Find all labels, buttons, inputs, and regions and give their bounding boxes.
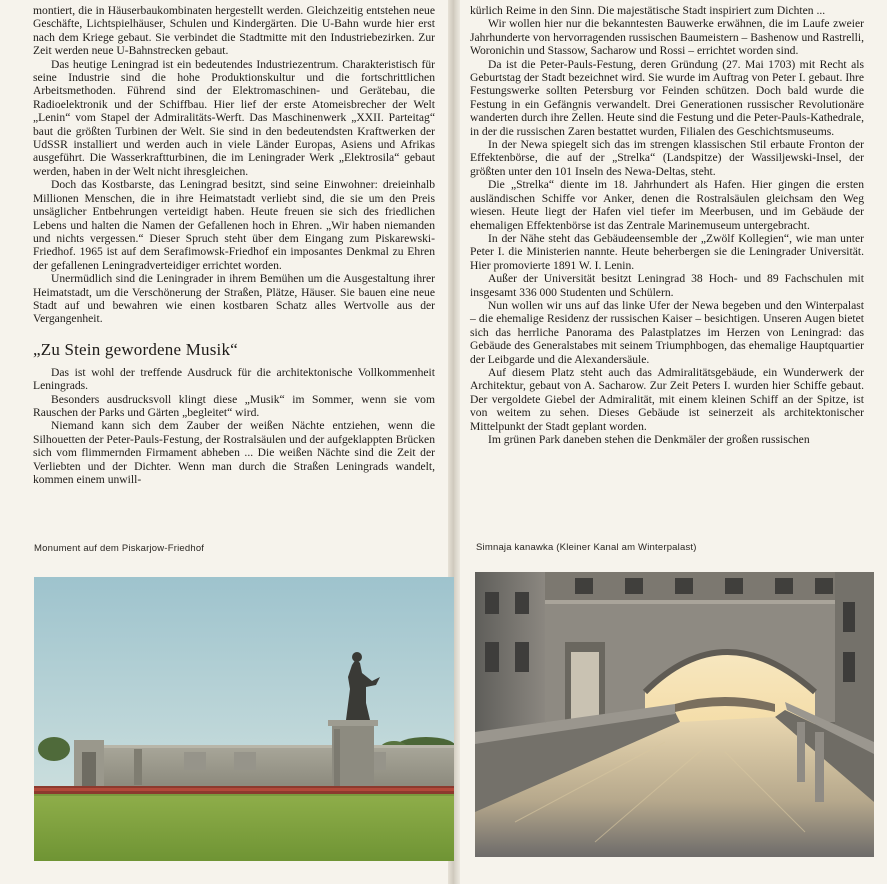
monument-photo [34,577,454,861]
photo-caption-canal: Simnaja kanawka (Kleiner Kanal am Winterpalast) [476,542,697,553]
left-paragraph-2: Das heutige Leningrad ist ein bedeutendes Industriezentrum. Charakteristisch für seine Industrie sind die hohe Produktionskultur und die fortschrittlichen Arbeitsmethoden. Führend sind der Elektromaschinen- und Gerätebau, die Radioelektronik und der Schiffbau. Hier lief der erste Atomeisbrecher der Welt „Lenin“ vom Stapel der Admiralitäts-Werft. Das Maschinenwerk „XXII. Parteitag“ baut die größten Turbinen der Welt. Sie sind in den bedeutendsten Kraftwerken der UdSSR installiert und werden auch in viele Länder Europas, Asiens und Afrikas ausgeführt. Die Wasserkraftturbinen, die im Leningrader Werk „Elektrosila“ gebaut werden, haben in der Welt nicht ihresgleichen. [33,57,435,178]
left-paragraph-4: Unermüdlich sind die Leningrader in ihrem Bemühen um die Ausgestaltung ihrer Heimatstadt, um die Verschönerung der Straßen, Plätze, Häuser. Sie bauen eine neue Stadt auf und bewahren wie einen kostbaren Schatz alles Wertvolle aus der Vergangenheit. [33,272,435,326]
left-paragraph-1: montiert, die in Häuserbaukombinaten hergestellt werden. Gleichzeitig entstehen neue Geschäfte, Lichtspielhäuser, Schulen und Kindergärten. Die U-Bahn wurde hier erst nach dem Kriege gebaut. Sie verbindet die Stadtmitte mit den Industriebezirken. Zur Zeit werden neue U-Bahnstrecken gebaut. [33,4,435,58]
right-text-column [470,4,864,446]
left-text-column [33,4,435,486]
left-paragraph-3: Doch das Kostbarste, das Leningrad besitzt, sind seine Einwohner: dreieinhalb Millionen Menschen, die in ihre Heimatstadt verliebt sind, die sie um den Preis unsäglicher Entbehrungen verteidigt haben. Heute freuen sie sich des friedlichen Lebens und halten die Namen der Gefallenen hoch in Ehren. „Wir haben niemanden und nichts vergessen.“ Dieser Spruch steht über dem Eingang zum Piskarewski-Friedhof. 1965 ist auf dem Serafimowsk-Friedhof ein imposantes Denkmal zu Ehren der gefallenen Leningradverteidiger errichtet worden. [33,178,435,272]
left-paragraph-6: Besonders ausdrucksvoll klingt diese „Musik“ im Sommer, wenn sie vom Rauschen der Parks und Gärten „begleitet“ wird. [33,392,435,419]
right-paragraph-1: kürlich Reime in den Sinn. Die majestätische Stadt inspiriert zum Dichten ... [470,4,826,17]
left-paragraph-5: Das ist wohl der treffende Ausdruck für die architektonische Vollkommenheit Leningrads. [33,365,435,393]
right-paragraph-6: In der Nähe steht das Gebäudeensemble der „Zwölf Kollegien“, wie man unter Peter I. die Ministerien nannte. Heute beherbergen sie die Leningrader Universität. Hier promovierte 1891 W. I. Lenin. [470,231,864,272]
section-heading: „Zu Stein gewordene Musik“ [33,339,238,359]
right-paragraph-4: In der Newa spiegelt sich das im strengen klassischen Stil erbaute Fronton der Effektenbörse, die auf der „Strelka“ (Landspitze) der Wassiljewski-Insel, der größten unter den 101 Inseln des Newa-Deltas, steht. [470,138,864,178]
right-paragraph-10: Im grünen Park daneben stehen die Denkmäler der großen russischen [488,433,810,446]
right-paragraph-3: Da ist die Peter-Pauls-Festung, deren Gründung (27. Mai 1703) mit Recht als Geburtstag der Stadt bezeichnet wird. Sie wurde im Auftrag von Peter I. gebaut. Ihre Festungswerke sollten Petersburg vor Feinden schützen. Doch bald wurde die Festung in ein Gefängnis verwandelt. Drei Generationen russischer Revolutionäre wanderten durch ihre Zellen. Heute sind die Festung und die Peter-Pauls-Kathedrale, in der die russischen Zaren bestattet wurden, Filialen des Geschichtsmuseums. [470,57,864,138]
left-paragraph-7: Niemand kann sich dem Zauber der weißen Nächte entziehen, wenn die Silhouetten der Peter-Pauls-Festung, der Rostralsäulen und der aufgeklappten Brücken sich vom flimmernden Firmament abheben ... Die weißen Nächte sind die Zeit der Verliebten und der Dichter. Wenn man durch die Straßen Leningrads wandelt, kommen einem unwill- [33,419,435,486]
right-paragraph-7: Außer der Universität besitzt Leningrad 38 Hoch- und 89 Fachschulen mit insgesamt 336 000 Studenten und Schülern. [470,272,864,299]
right-paragraph-5: Die „Strelka“ diente im 18. Jahrhundert als Hafen. Hier gingen die ersten ausländischen Schiffe vor Anker, denen die Rostralsäulen gleichsam den Weg wiesen. Heute liegt der Hafen viel tiefer im Meerbusen, und im Gebäude der ehemaligen Effektenbörse ist das Zentrale Marinemuseum untergebracht. [470,178,864,232]
right-paragraph-2: Wir wollen hier nur die bekanntesten Bauwerke erwähnen, die im Laufe zweier Jahrhunderte von hervorragenden russischen Baumeistern – Bashenow und Rastrelli, Woronichin und Stassow, Sacharow und Rossi – errichtet worden sind. [470,17,864,58]
photo-caption-monument: Monument auf dem Piskarjow-Friedhof [34,543,205,554]
right-paragraph-9: Auf diesem Platz steht auch das Admiralitätsgebäude, ein Wunderwerk der Architektur, gebaut von A. Sacharow. Zur Zeit Peters I. wurden hier Schiffe gebaut. Der vergoldete Giebel der Admiralität, mit einem kleinen Schiff an der Spitze, ist von weitem zu sehen. Dieses Gebäude ist seinerzeit als architektonischer Mittelpunkt der Stadt geplant worden. [470,365,864,433]
canal-photo [475,572,874,857]
right-paragraph-8: Nun wollen wir uns auf das linke Ufer der Newa begeben und den Winterpalast – die ehemalige Residenz der russischen Kaiser – besichtigen. Unseren Augen bietet sich das herrliche Panorama des Palastplatzes im Herzen von Leningrad: das Gebäude des Generalstabes mit seinem Triumphbogen, das ehemalige Hauptquartier der Leibgarde und die Alexandersäule. [470,298,864,366]
